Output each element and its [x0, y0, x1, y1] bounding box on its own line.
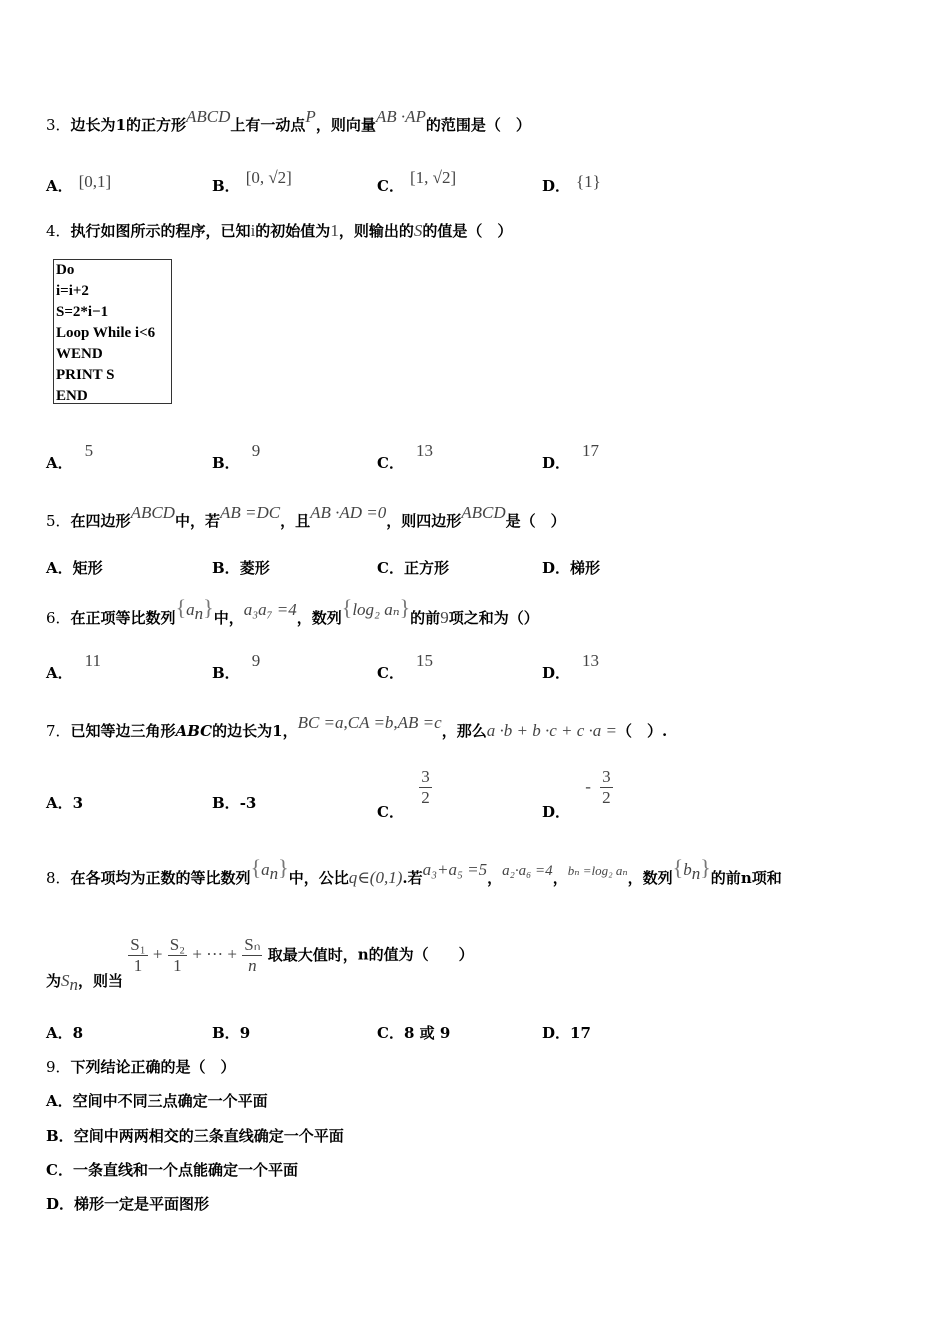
q4-option-a[interactable]: A．5: [46, 441, 94, 472]
q9-option-a[interactable]: A．空间中不同三点确定一个平面: [46, 1092, 268, 1110]
q5-option-d[interactable]: D．梯形: [542, 559, 601, 577]
q4-option-c[interactable]: C．13: [377, 441, 433, 472]
q7-option-a[interactable]: A．3: [46, 794, 84, 812]
program-line: PRINT S: [56, 367, 115, 383]
program-line: S=2*i−1: [56, 304, 109, 320]
q9-option-b[interactable]: B．空间中两两相交的三条直线确定一个平面: [46, 1127, 344, 1145]
q6-option-d[interactable]: D．13: [542, 651, 600, 682]
q7-option-d[interactable]: D． - $\frac{3}{2}$: [542, 767, 611, 821]
question-8-stem-line2: 为$S_n$，则当 $\frac{\text{S₁}}{1}$ + $\frac{\text{S₂}}{1}$ + ··· + $\frac{\text{Sₙ}}{n}$ 取最大值时，n的值为（ ）: [46, 935, 474, 994]
q9-option-d[interactable]: D．梯形一定是平面图形: [46, 1195, 210, 1213]
question-6-stem: 6．在正项等比数列$\{a_n\}$中，a₃a₇ =4，数列{log₂ aₙ}的前9项之和为（）: [46, 595, 539, 627]
q7-option-c[interactable]: C． $\frac{3}{2}$: [377, 767, 430, 821]
q8-option-b[interactable]: B．9: [212, 1024, 251, 1042]
q5-option-a[interactable]: A．矩形: [46, 559, 103, 577]
question-7-stem: 7．已知等边三角形ABC的边长为1，BC =a,CA =b,AB =c，那么a ·b + b ·c + c ·a =（ ）.: [46, 713, 668, 740]
q5-option-c[interactable]: C．正方形: [377, 559, 449, 577]
q5-option-b[interactable]: B．菱形: [212, 559, 270, 577]
q8-option-c[interactable]: C．8 或 9: [377, 1024, 451, 1042]
q6-option-c[interactable]: C．15: [377, 651, 433, 682]
program-line: END: [56, 388, 88, 404]
question-8-stem-line1: 8．在各项均为正数的等比数列$\{a_n\}$中，公比q∈(0,1).若a₃+a₅ =5，a₂·a₆ =4，bₙ =log₂ aₙ，数列$\{b_n\}$的前n项和: [46, 855, 782, 887]
question-3-stem: 3．边长为1的正方形ABCD上有一动点P，则向量AB ·AP的范围是（ ）: [46, 107, 531, 134]
q8-option-a[interactable]: A．8: [46, 1024, 84, 1042]
q4-option-b[interactable]: B．9: [212, 441, 261, 472]
program-code-box: [53, 259, 172, 404]
question-4-stem: 4．执行如图所示的程序，已知i的初始值为1，则输出的S的值是（ ）: [46, 221, 513, 240]
program-line: WEND: [56, 346, 103, 362]
q6-option-b[interactable]: B．9: [212, 651, 261, 682]
q8-option-d[interactable]: D．17: [542, 1024, 591, 1042]
q7-option-b[interactable]: B．-3: [212, 794, 257, 812]
program-line: Loop While i<6: [56, 325, 156, 341]
q3-option-c[interactable]: C． [1, √2]: [377, 168, 457, 195]
q9-option-c[interactable]: C．一条直线和一个点能确定一个平面: [46, 1161, 298, 1179]
q3-option-b[interactable]: B． [0, √2]: [212, 168, 292, 195]
question-9-stem: 9．下列结论正确的是（ ）: [46, 1058, 236, 1076]
q4-option-d[interactable]: D．17: [542, 441, 600, 472]
program-line: Do: [56, 262, 75, 278]
q6-option-a[interactable]: A．11: [46, 651, 102, 682]
question-5-stem: 5．在四边形ABCD中，若AB =DC，且AB ·AD =0，则四边形ABCD是（ ）: [46, 503, 566, 530]
q3-option-a[interactable]: A． [0,1]: [46, 172, 112, 195]
q3-option-d[interactable]: D． {1}: [542, 172, 601, 195]
program-line: i=i+2: [56, 283, 89, 299]
